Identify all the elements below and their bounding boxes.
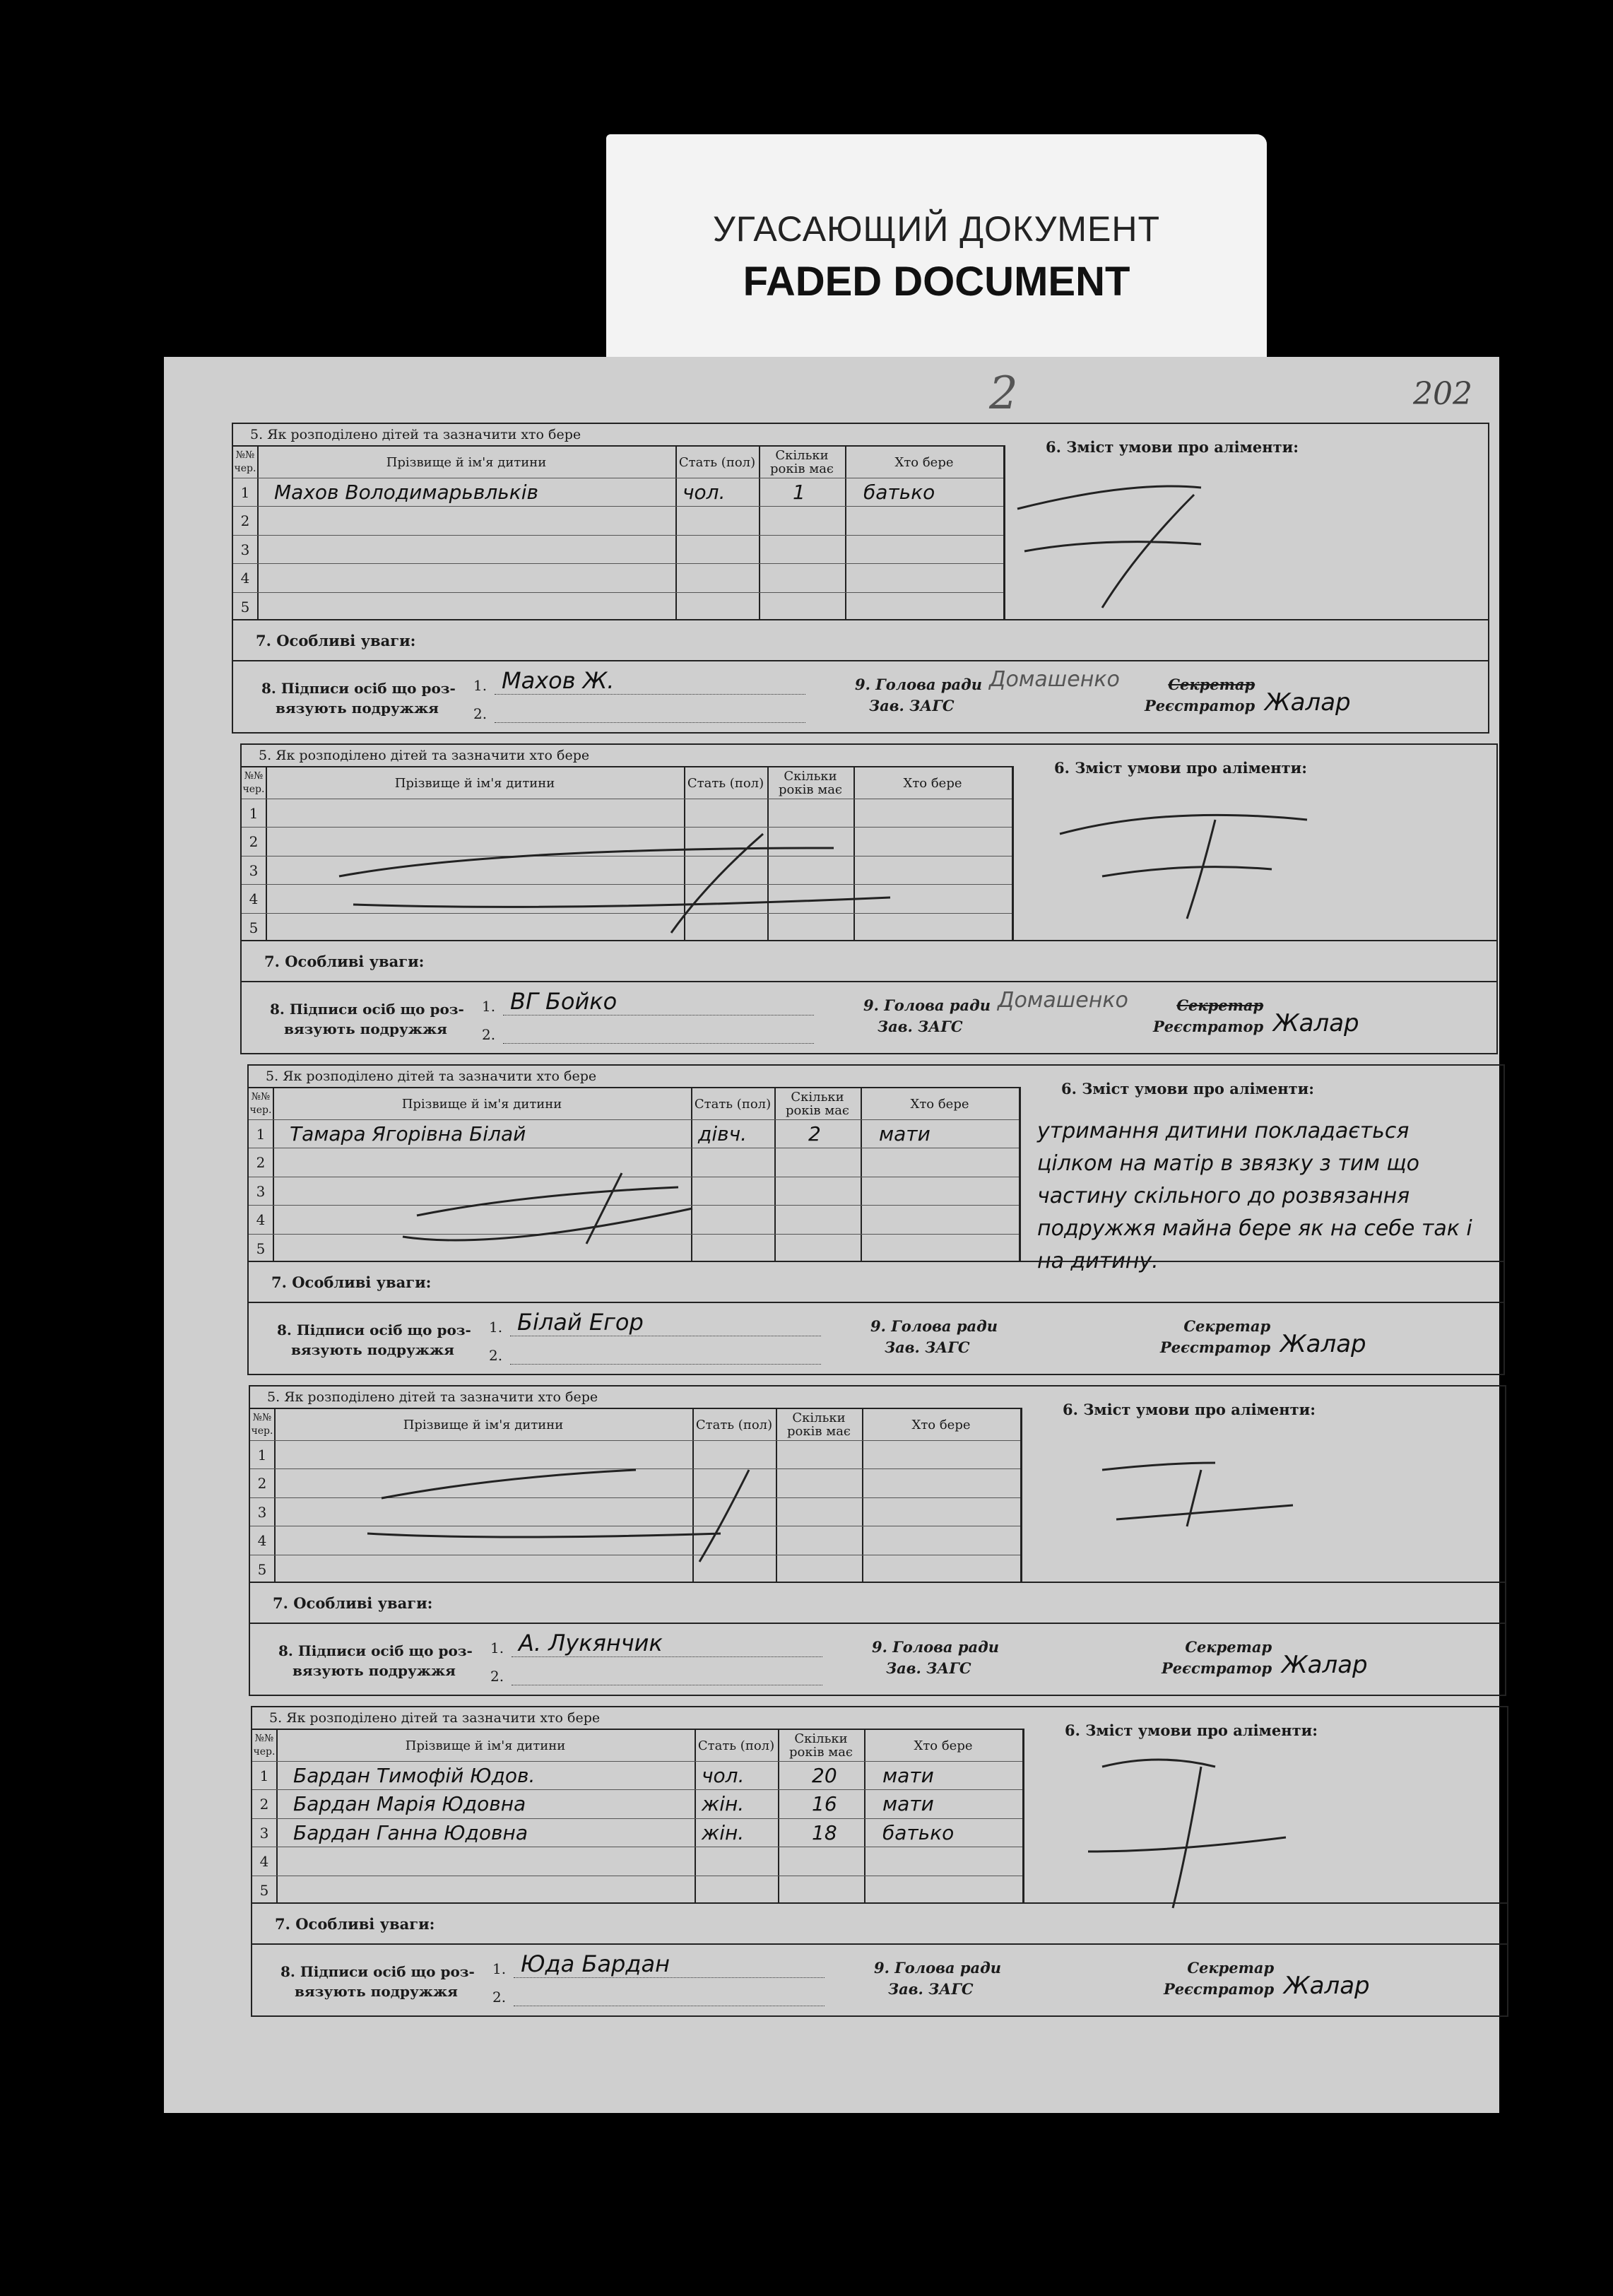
faded-document-label	[606, 134, 1267, 360]
col-header-age: Скільки років має	[778, 769, 843, 797]
children-table	[242, 766, 1014, 941]
special-notes-row	[252, 1902, 1507, 1943]
special-notes-row	[250, 1582, 1505, 1623]
col-header-name: Прізвище й ім'я дитини	[403, 1417, 564, 1432]
table-row	[233, 506, 1003, 535]
divorce-record-5	[251, 1706, 1508, 2017]
row-number: 1	[257, 1447, 267, 1464]
col-header-age: Скільки років має	[786, 1411, 851, 1439]
alimony-heading: 6. Зміст умови про аліменти:	[1061, 1080, 1314, 1097]
table-row	[233, 478, 1003, 507]
row-number: 4	[256, 1211, 266, 1229]
child-age: 18	[812, 1820, 837, 1844]
spouse-1-signature: Юда Бардан	[521, 1950, 670, 1977]
children-section-heading: 5. Як розподілено дітей та зазначити хто бере	[259, 748, 590, 763]
spouse-1-signature: А. Лукянчик	[519, 1630, 663, 1656]
child-custodian: батько	[863, 481, 935, 504]
signature-line-1	[512, 1656, 822, 1657]
special-notes-label: 7. Особливі уваги:	[256, 632, 416, 649]
table-row	[233, 563, 1003, 592]
col-header-number: №№ чер.	[242, 770, 265, 795]
table-row	[249, 1177, 1019, 1206]
signature-line-2	[495, 722, 805, 723]
children-section-heading: 5. Як розподілено дітей та зазначити хто бере	[267, 1389, 598, 1405]
col-header-number: №№ чер.	[249, 1091, 272, 1116]
signatures-label-line1: 8. Підписи осіб що роз-	[280, 1963, 475, 1980]
signatures-row	[242, 981, 1496, 1053]
table-row	[252, 1761, 1022, 1790]
alimony-heading: 6. Зміст умови про аліменти:	[1065, 1721, 1318, 1739]
secretary-label-line1: Секретар	[1176, 996, 1264, 1014]
secretary-label-line2: Реєстратор	[1153, 1018, 1264, 1035]
table-row	[250, 1440, 1020, 1469]
row-number: 5	[249, 919, 259, 936]
signatures-label-line2: вязують подружжя	[295, 1983, 458, 2000]
spouse-signatures-label	[261, 678, 456, 718]
col-header-number: №№ чер.	[234, 449, 256, 474]
signatures-row	[249, 1302, 1503, 1374]
child-age: 2	[808, 1122, 821, 1146]
divorce-record-3	[247, 1064, 1505, 1375]
table-row	[249, 1119, 1019, 1148]
alimony-terms: утримання дитини покладається цілком на матір в звязку з тим що частину скільного до розвязання подружжя майна бере як на себе так і на дитину.	[1037, 1119, 1472, 1273]
secretary-label-line1: Секретар	[1185, 1638, 1272, 1656]
child-name: Бардан Тимофій Юдов.	[293, 1764, 536, 1787]
secretary-label-line2: Реєстратор	[1160, 1338, 1271, 1356]
col-header-age: Скільки років має	[769, 448, 834, 476]
row-number: 3	[249, 861, 259, 879]
special-notes-label: 7. Особливі уваги:	[273, 1594, 433, 1612]
child-sex: чол.	[702, 1764, 745, 1787]
signatures-label-line2: вязують подружжя	[291, 1341, 454, 1358]
child-name: Тамара Ягорівна Білай	[290, 1122, 526, 1146]
child-sex: жін.	[702, 1792, 745, 1816]
child-name: Махов Володимарьвльків	[274, 481, 538, 504]
children-table	[252, 1729, 1024, 1904]
children-table	[249, 1087, 1021, 1262]
spouse-1-signature: ВГ Бойко	[510, 988, 618, 1015]
special-notes-label: 7. Особливі уваги:	[264, 953, 425, 970]
label-english: FADED DOCUMENT	[743, 259, 1130, 305]
signatures-label-line1: 8. Підписи осіб що роз-	[277, 1321, 471, 1338]
divorce-record-2	[240, 743, 1498, 1054]
col-header-custodian: Хто бере	[910, 1096, 969, 1112]
row-number: 1	[256, 1126, 266, 1143]
table-row	[250, 1497, 1020, 1526]
row-number: 5	[240, 598, 250, 616]
secretary-label	[1153, 995, 1263, 1037]
table-row	[250, 1555, 1020, 1584]
col-header-sex: Стать (пол)	[697, 1738, 775, 1753]
secretary-label	[1160, 1316, 1270, 1358]
row-number: 3	[259, 1824, 269, 1842]
child-name: Бардан Ганна Юдовна	[293, 1820, 528, 1844]
head-label-line2: Зав. ЗАГС	[869, 697, 955, 714]
table-row	[242, 856, 1012, 885]
row-number: 4	[240, 570, 250, 587]
secretary-label-line2: Реєстратор	[1162, 1659, 1272, 1677]
signatures-label-line1: 8. Підписи осіб що роз-	[278, 1642, 473, 1659]
label-russian: УГАСАЮЩИЙ ДОКУМЕНТ	[712, 209, 1161, 249]
council-head-signature: Домашенко	[998, 988, 1128, 1013]
secretary-label	[1164, 1958, 1274, 2000]
row-number: 2	[259, 1796, 269, 1813]
table-row	[242, 827, 1012, 856]
child-custodian: мати	[882, 1764, 934, 1787]
signatures-label-line2: вязують подружжя	[276, 700, 439, 717]
signatures-label-line2: вязують подружжя	[284, 1020, 447, 1037]
table-row	[242, 884, 1012, 913]
col-header-sex: Стать (пол)	[695, 1417, 773, 1432]
children-section-heading: 5. Як розподілено дітей та зазначити хто бере	[269, 1710, 601, 1726]
col-header-number: №№ чер.	[253, 1733, 276, 1758]
signature-line-2	[510, 1364, 821, 1365]
row-number: 5	[259, 1881, 269, 1899]
table-row	[249, 1234, 1019, 1263]
col-header-custodian: Хто бере	[894, 454, 954, 470]
col-header-sex: Стать (пол)	[687, 775, 764, 791]
alimony-heading: 6. Зміст умови про аліменти:	[1063, 1401, 1316, 1418]
council-head-label	[872, 1637, 999, 1679]
head-label-line2: Зав. ЗАГС	[885, 1338, 970, 1356]
council-head-signature: Домашенко	[989, 667, 1120, 692]
signature-number-1: 1.	[490, 1639, 504, 1656]
secretary-label-line1: Секретар	[1168, 676, 1255, 693]
signatures-label-line1: 8. Підписи осіб що роз-	[261, 680, 456, 697]
signature-number-2: 2.	[482, 1026, 496, 1043]
col-header-custodian: Хто бере	[914, 1738, 973, 1753]
signature-number-1: 1.	[482, 998, 496, 1015]
table-row	[242, 913, 1012, 942]
row-number: 2	[256, 1154, 266, 1172]
secretary-label-line1: Секретар	[1187, 1959, 1275, 1977]
signature-number-1: 1.	[492, 1960, 507, 1977]
row-number: 3	[256, 1182, 266, 1200]
child-age: 1	[793, 481, 805, 504]
council-head-label	[855, 674, 982, 717]
col-header-age: Скільки років має	[788, 1731, 853, 1760]
col-header-number: №№ чер.	[251, 1412, 273, 1437]
registrar-signature: Жалар	[1273, 1009, 1359, 1037]
divorce-record-1	[232, 423, 1489, 734]
secretary-label	[1145, 674, 1255, 717]
children-table	[233, 445, 1005, 620]
table-row	[252, 1876, 1022, 1904]
children-section-heading: 5. Як розподілено дітей та зазначити хто бере	[266, 1068, 597, 1084]
head-label-line2: Зав. ЗАГС	[878, 1018, 963, 1035]
spouse-signatures-label	[278, 1641, 473, 1680]
special-notes-label: 7. Особливі уваги:	[271, 1273, 432, 1291]
child-sex: дівч.	[698, 1122, 748, 1146]
secretary-label-line1: Секретар	[1183, 1317, 1271, 1335]
table-row	[249, 1205, 1019, 1234]
row-number: 4	[249, 890, 259, 908]
signatures-row	[233, 660, 1488, 732]
registrar-signature: Жалар	[1284, 1972, 1370, 2000]
row-number: 3	[257, 1503, 267, 1521]
table-row	[233, 592, 1003, 621]
folio-number: 202	[1413, 376, 1472, 412]
signatures-label-line1: 8. Підписи осіб що роз-	[270, 1001, 464, 1018]
row-number: 4	[259, 1853, 269, 1871]
col-header-custodian: Хто бере	[903, 775, 962, 791]
row-number: 2	[240, 512, 250, 530]
head-label-line2: Зав. ЗАГС	[886, 1659, 971, 1677]
child-name: Бардан Марія Юдовна	[293, 1792, 526, 1816]
signature-line-1	[495, 694, 805, 695]
signature-line-2	[503, 1043, 814, 1044]
head-label-line2: Зав. ЗАГС	[888, 1980, 974, 1998]
alimony-heading: 6. Зміст умови про аліменти:	[1054, 759, 1307, 777]
col-header-name: Прізвище й ім'я дитини	[394, 775, 555, 791]
council-head-label	[863, 995, 991, 1037]
head-label-line1: 9. Голова ради	[872, 1638, 999, 1656]
row-number: 1	[240, 484, 250, 501]
child-custodian: батько	[882, 1820, 955, 1844]
row-number: 5	[256, 1240, 266, 1257]
signature-number-2: 2.	[473, 705, 488, 722]
row-number: 2	[257, 1475, 267, 1493]
children-section-heading: 5. Як розподілено дітей та зазначити хто бере	[250, 427, 581, 442]
page-mark: 2	[989, 367, 1018, 420]
spouse-1-signature: Білай Егор	[517, 1309, 644, 1336]
col-header-name: Прізвище й ім'я дитини	[401, 1096, 562, 1112]
table-row	[233, 535, 1003, 564]
table-row	[249, 1148, 1019, 1177]
child-age: 20	[812, 1764, 837, 1787]
signatures-label-line2: вязують подружжя	[293, 1662, 456, 1679]
registrar-signature: Жалар	[1280, 1330, 1366, 1358]
secretary-label	[1162, 1637, 1272, 1679]
registrar-signature: Жалар	[1265, 688, 1351, 717]
table-row	[250, 1526, 1020, 1555]
col-header-custodian: Хто бере	[911, 1417, 971, 1432]
special-notes-row	[249, 1261, 1503, 1302]
council-head-label	[870, 1316, 998, 1358]
special-notes-row	[233, 619, 1488, 660]
table-row	[252, 1789, 1022, 1818]
table-row	[250, 1468, 1020, 1497]
child-sex: жін.	[702, 1820, 745, 1844]
row-number: 4	[257, 1532, 267, 1550]
child-sex: чол.	[683, 481, 726, 504]
row-number: 1	[259, 1767, 269, 1784]
signature-line-1	[514, 1977, 825, 1978]
child-custodian: мати	[882, 1792, 934, 1816]
special-notes-label: 7. Особливі уваги:	[275, 1915, 435, 1933]
child-custodian: мати	[879, 1122, 930, 1146]
spouse-1-signature: Махов Ж.	[502, 667, 615, 694]
table-row	[252, 1818, 1022, 1847]
spouse-signatures-label	[277, 1320, 471, 1360]
col-header-age: Скільки років має	[785, 1090, 850, 1118]
council-head-label	[874, 1958, 1001, 2000]
divorce-record-4	[249, 1385, 1506, 1696]
row-number: 1	[249, 805, 259, 822]
children-table	[250, 1408, 1022, 1583]
signature-number-1: 1.	[489, 1319, 503, 1336]
signature-number-1: 1.	[473, 677, 488, 694]
signatures-row	[252, 1943, 1507, 2015]
col-header-name: Прізвище й ім'я дитини	[405, 1738, 566, 1753]
special-notes-row	[242, 940, 1496, 981]
secretary-label-line2: Реєстратор	[1145, 697, 1255, 714]
head-label-line1: 9. Голова ради	[863, 996, 991, 1014]
table-row	[252, 1847, 1022, 1876]
spouse-signatures-label	[270, 999, 464, 1039]
spouse-signatures-label	[280, 1962, 475, 2001]
row-number: 3	[240, 541, 250, 558]
head-label-line1: 9. Голова ради	[870, 1317, 998, 1335]
col-header-name: Прізвище й ім'я дитини	[386, 454, 547, 470]
row-number: 2	[249, 833, 259, 851]
signature-number-2: 2.	[489, 1347, 503, 1364]
signature-number-2: 2.	[492, 1989, 507, 2006]
alimony-heading: 6. Зміст умови про аліменти:	[1046, 438, 1299, 456]
signatures-row	[250, 1623, 1505, 1695]
child-age: 16	[812, 1792, 837, 1816]
col-header-sex: Стать (пол)	[678, 454, 756, 470]
table-row	[242, 799, 1012, 828]
registrar-signature: Жалар	[1282, 1651, 1368, 1679]
head-label-line1: 9. Голова ради	[855, 676, 982, 693]
signature-number-2: 2.	[490, 1668, 504, 1685]
col-header-sex: Стать (пол)	[694, 1096, 772, 1112]
head-label-line1: 9. Голова ради	[874, 1959, 1001, 1977]
row-number: 5	[257, 1560, 267, 1578]
secretary-label-line2: Реєстратор	[1164, 1980, 1275, 1998]
